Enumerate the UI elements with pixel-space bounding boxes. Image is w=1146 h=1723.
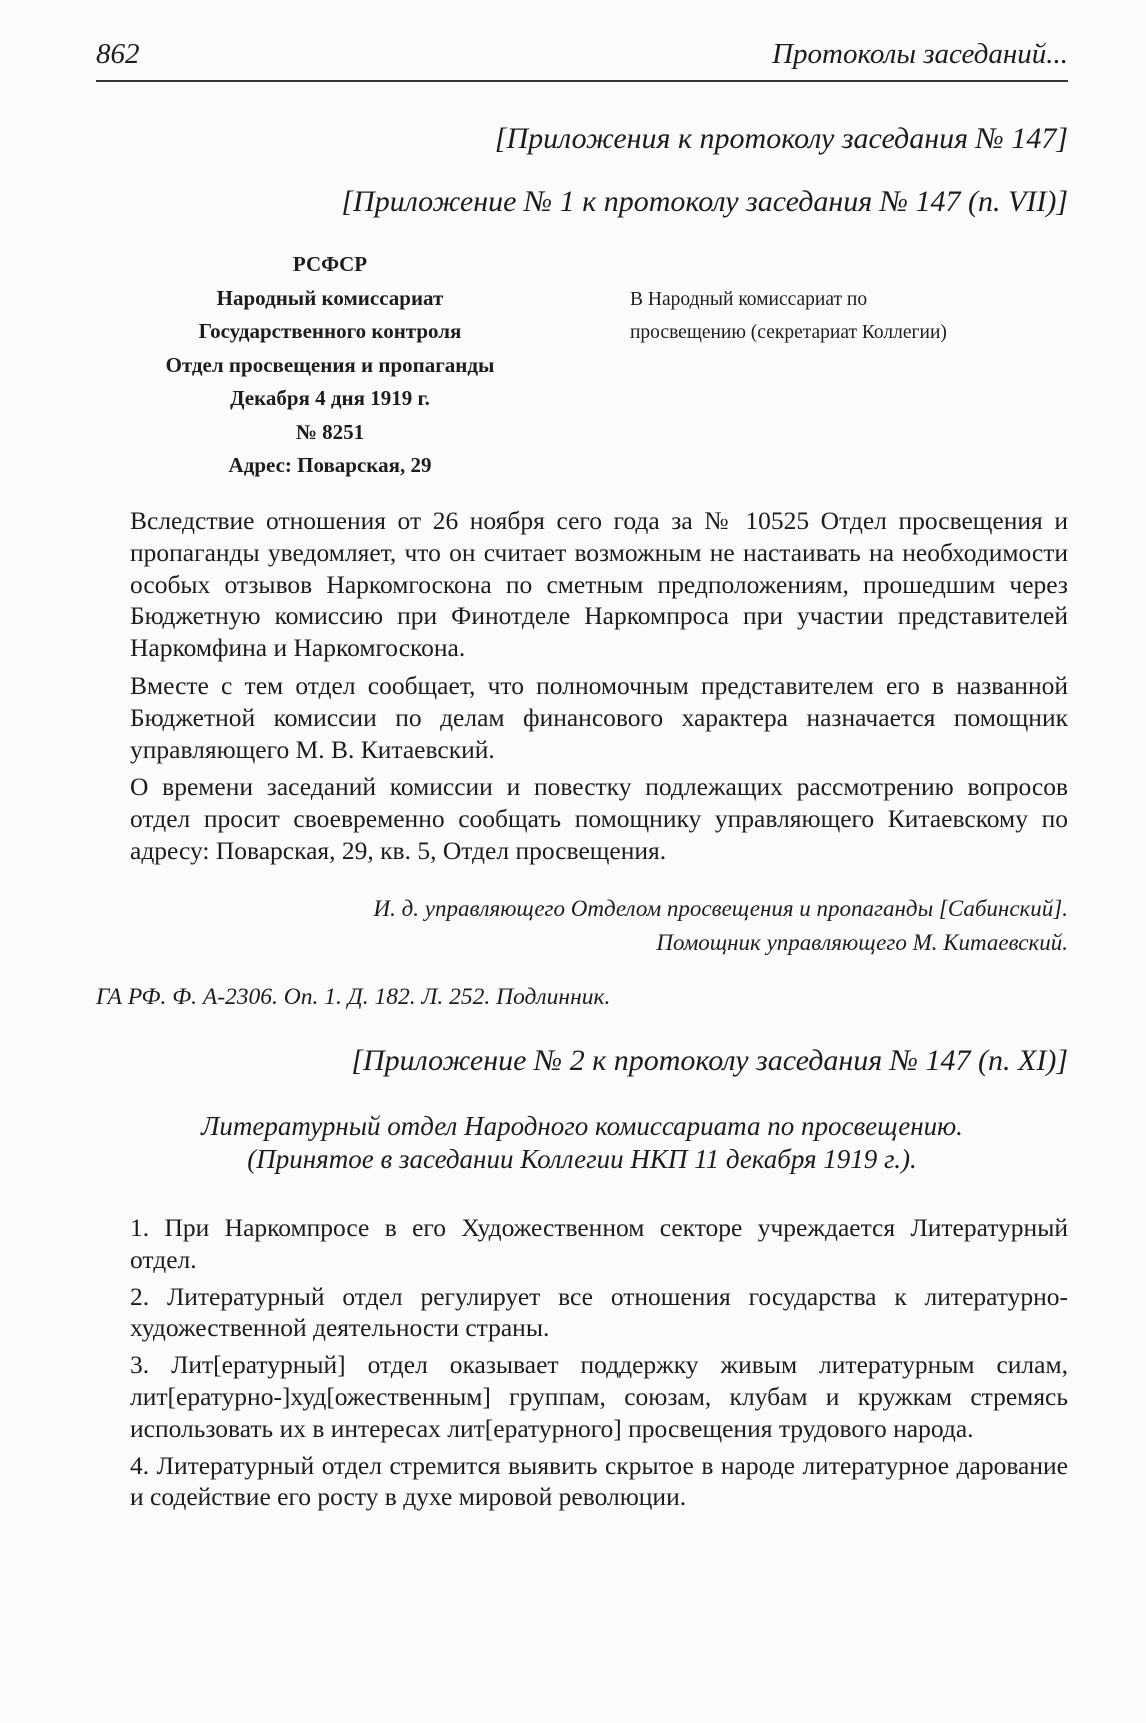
regulation-item: 2. Литературный отдел регулирует все отношения государства к литературно-художественной деятельности страны.: [130, 1281, 1068, 1343]
document-title-line: Литературный отдел Народного комиссариата по просвещению.: [201, 1111, 963, 1141]
appendix-2-heading: [Приложение № 2 к протоколу заседания № 147 (п. XI)]: [351, 1044, 1068, 1077]
archive-reference: ГА РФ. Ф. А-2306. Оп. 1. Д. 182. Л. 252. Подлинник.: [96, 984, 611, 1010]
addressee: [630, 283, 947, 349]
addressee-line: В Народный комиссариат по: [630, 289, 868, 310]
letter-paragraph: О времени заседаний комиссии и повестку подлежащих рассмотрению вопросов отдел просит своевременно сообщать помощнику управляющего Китаевскому по адресу: Поварская, 29, кв. 5, Отдел просвещения.: [130, 772, 1068, 865]
page-number: 862: [96, 38, 140, 70]
regulation-item: 3. Лит[ературный] отдел оказывает поддержку живым литературным силам, лит[ературно-]худ[ожественным] группам, союзам, клубам и кружкам стремясь использовать их в интересах лит[ературного] просвещения трудового народа.: [130, 1350, 1068, 1443]
signature-line: Помощник управляющего М. Китаевский.: [656, 930, 1068, 955]
appendices-heading: [Приложения к протоколу заседания № 147]: [494, 122, 1068, 155]
letter-paragraph: Вместе с тем отдел сообщает, что полномочным представителем его в названной Бюджетной комиссии по делам финансового характера назначается помощник управляющего М. В. Китаевский.: [130, 670, 1068, 764]
letterhead-line: № 8251: [295, 419, 365, 444]
document-title: [96, 1110, 1068, 1176]
regulation-item: 1. При Наркомпросе в его Художественном секторе учреждается Литературный отдел.: [130, 1213, 1068, 1274]
letterhead-line: Отдел просвещения и пропаганды: [165, 352, 495, 377]
letter-body: [130, 505, 1068, 873]
letter-paragraph: Вследствие отношения от 26 ноября сего года за № 10525 Отдел просвещения и пропаганды уведомляет, что он считает возможным не настаивать на необходимости особых отзывов Наркомгоскона по сметным предположениям, прошедшим через Бюджетную комиссию при Финотделе Наркомпроса при участии представителей Наркомфина и Наркомгоскона.: [130, 506, 1068, 663]
regulation-list: [130, 1212, 1068, 1518]
appendix-1-heading: [Приложение № 1 к протоколу заседания № 147 (п. VII)]: [341, 185, 1068, 218]
signature-line: И. д. управляющего Отделом просвещения и пропаганды [Сабинский].: [373, 896, 1068, 921]
document-title-line: (Принятое в заседании Коллегии НКП 11 декабря 1919 г.).: [247, 1144, 917, 1174]
letterhead-line: Декабря 4 дня 1919 г.: [230, 386, 430, 410]
letterhead-line: РСФСР: [292, 252, 368, 276]
regulation-item: 4. Литературный отдел стремится выявить скрытое в народе литературное дарование и содействие его росту в духе мировой революции.: [130, 1450, 1068, 1512]
addressee-line: просвещению (секретариат Коллегии): [630, 322, 947, 343]
signature-block: [374, 892, 1068, 960]
letterhead: [130, 248, 530, 483]
letterhead-line: Адрес: Поварская, 29: [228, 453, 432, 477]
running-head: Протоколы заседаний...: [772, 38, 1068, 70]
header-rule: [96, 80, 1068, 82]
letterhead-line: Народный комиссариат: [216, 285, 444, 310]
letterhead-line: Государственного контроля: [198, 319, 462, 343]
